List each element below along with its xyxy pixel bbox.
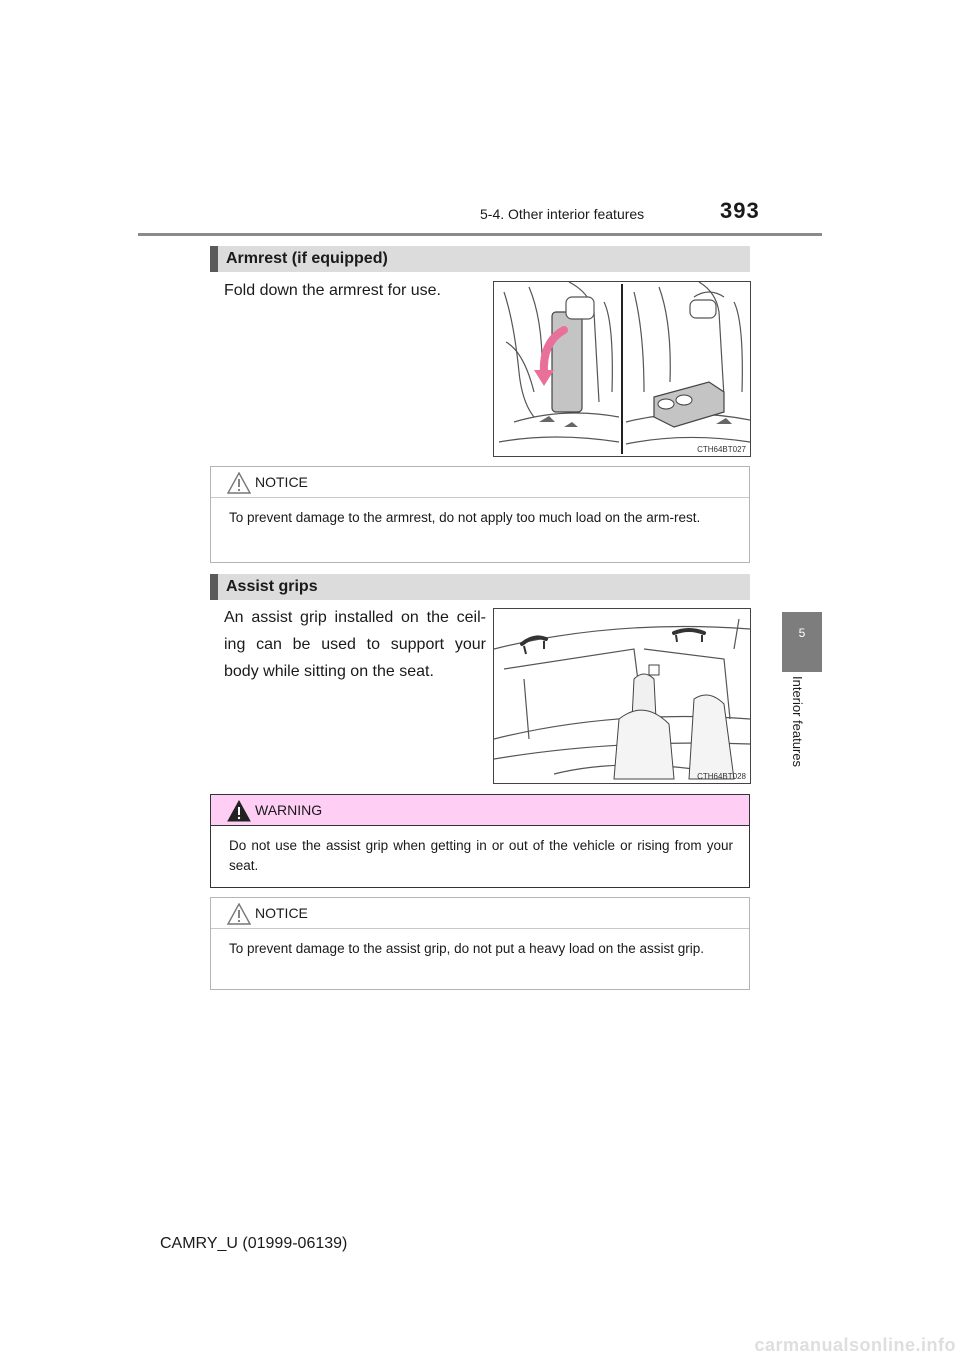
armrest-notice-box — [210, 466, 750, 563]
header-rule — [138, 233, 822, 236]
notice-label: NOTICE — [255, 474, 308, 490]
armrest-figure — [493, 281, 751, 457]
section-label: 5-4. Other interior features — [480, 206, 645, 222]
armrest-figure-code: CTH64BT027 — [697, 445, 746, 454]
assist-grips-warning-box — [210, 794, 750, 888]
chapter-label: Interior features — [790, 676, 805, 768]
warning-triangle-icon — [227, 800, 251, 822]
assist-grips-section-title: Assist grips — [226, 578, 318, 595]
assist-grips-figure — [493, 608, 751, 784]
page-number: 393 — [720, 198, 760, 223]
caution-triangle-icon — [227, 903, 251, 925]
armrest-section-header — [210, 246, 750, 272]
caution-triangle-icon — [227, 472, 251, 494]
assist-grips-text-line-2: ing can be used to support your — [224, 636, 486, 653]
model-code: CAMRY_U (01999-06139) — [160, 1235, 348, 1252]
assist-grips-illustration — [494, 609, 750, 783]
assist-grips-notice-text: To prevent damage to the assist grip, do not put a heavy load on the assist grip. — [229, 941, 705, 956]
notice-label: NOTICE — [255, 905, 308, 921]
assist-grips-text-line-1: An assist grip installed on the ceil- — [224, 609, 486, 626]
assist-grips-text — [224, 604, 486, 685]
warning-label: WARNING — [255, 802, 323, 818]
armrest-illustration — [494, 282, 750, 456]
notice-header — [211, 898, 749, 929]
chapter-tab — [782, 612, 822, 672]
watermark: carmanualsonline.info — [754, 1335, 956, 1355]
notice-header — [211, 467, 749, 498]
chapter-number: 5 — [798, 626, 806, 640]
armrest-notice-text: To prevent damage to the armrest, do not apply too much load on the arm-rest. — [229, 510, 701, 525]
armrest-section-title: Armrest (if equipped) — [226, 250, 388, 267]
assist-grips-figure-code: CTH64BT028 — [697, 772, 746, 781]
assist-grips-section-header — [210, 574, 750, 600]
warning-header — [211, 795, 749, 826]
assist-grips-text-line-3: body while sitting on the seat. — [224, 663, 434, 680]
assist-grips-notice-box — [210, 897, 750, 990]
assist-grips-warning-text: Do not use the assist grip when getting in or out of the vehicle or rising from your seat. — [229, 838, 733, 873]
armrest-text: Fold down the armrest for use. — [224, 282, 441, 299]
